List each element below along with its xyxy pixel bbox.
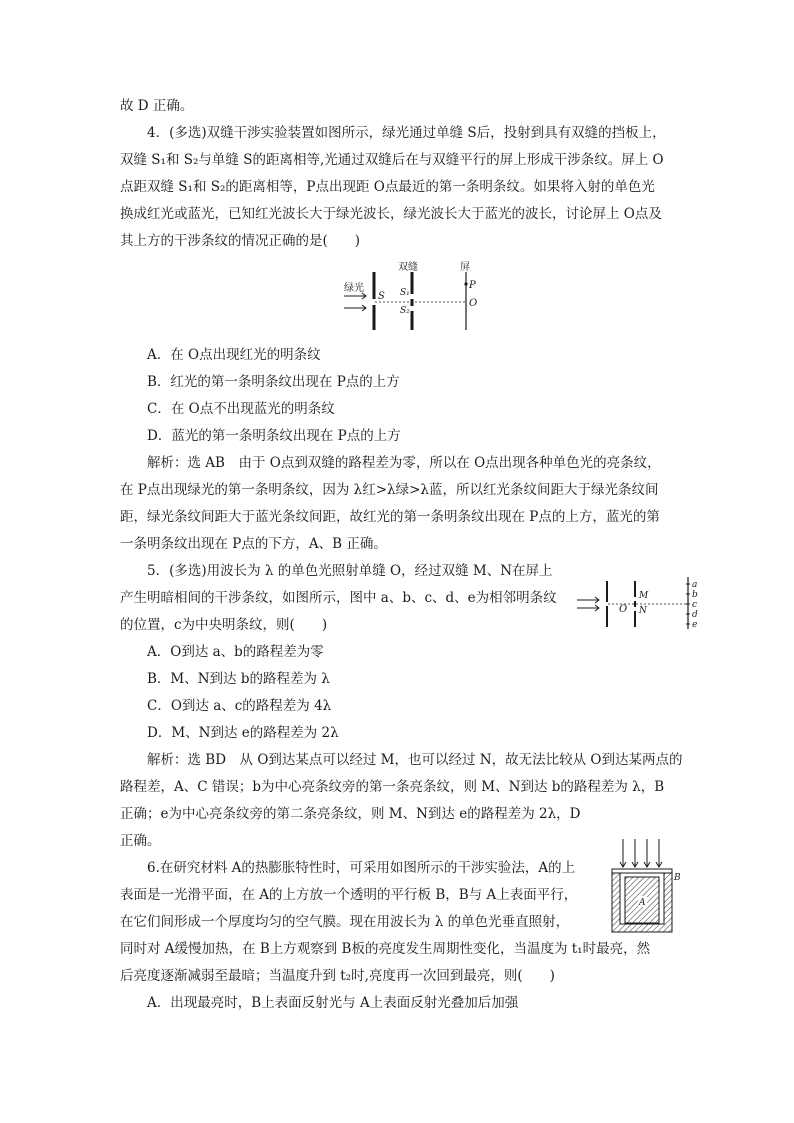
question-6-line: 同时对 A缓慢加热，在 B上方观察到 B板的亮度发生周期性变化，当温度为 t₁时最亮，然 (120, 941, 651, 957)
option-d: D．蓝光的第一条明条纹出现在 P点的上方 (147, 428, 401, 444)
question-6-line: 在它们间形成一个厚度均匀的空气膜。现在用波长为 λ 的单色光垂直照射， (120, 914, 570, 930)
option-d: D．M、N到达 e的路程差为 2λ (147, 725, 339, 741)
answer-5-line: 正确。 (120, 833, 161, 849)
question-5-line: 产生明暗相间的干涉条纹，如图所示，图中 a、b、c、d、e为相邻明条纹 (120, 590, 557, 606)
question-4-line: 双缝 S₁和 S₂与单缝 S的距离相等,光通过双缝后在与双缝平行的屏上形成干涉条纹。屏上 O (120, 152, 664, 168)
slit-s-label: S (378, 291, 385, 302)
slit-s1-label: S₁ (400, 288, 410, 298)
question-5-line: 5．(多选)用波长为 λ 的单色光照射单缝 O，经过双缝 M、N在屏上 (147, 563, 553, 579)
double-slit-label: 双缝 (398, 262, 418, 273)
answer-5-line: 解析：选 BD 从 O到达某点可以经过 M，也可以经过 N，故无法比较从 O到达某两点的 (147, 752, 683, 768)
question-4-line: 其上方的干涉条纹的情况正确的是( ) (120, 233, 361, 249)
question-4-line: 4．(多选)双缝干涉实验装置如图所示，绿光通过单缝 S后，投射到具有双缝的挡板上， (147, 125, 666, 141)
material-a-label: A (639, 898, 646, 908)
question-6-line: 后亮度逐渐减弱至最暗；当温度升到 t₂时,亮度再一次回到最亮，则( ) (120, 968, 555, 984)
fringe-d-label: d (692, 610, 698, 620)
option-a: A．出现最亮时，B上表面反射光与 A上表面反射光叠加后加强 (147, 995, 519, 1011)
answer-4-line: 距，绿光条纹间距大于蓝光条纹间距，故红光的第一条明条纹出现在 P点的上方，蓝光的第 (120, 509, 660, 525)
fringe-figure (577, 575, 702, 631)
question-6-line: 表面是一光滑平面，在 A的上方放一个透明的平行板 B，B与 A上表面平行， (120, 887, 578, 903)
green-light-label: 绿光 (344, 283, 364, 294)
screen-label: 屏 (460, 262, 470, 273)
answer-4-line: 一条明条纹出现在 P点的下方，A、B 正确。 (120, 536, 387, 552)
option-c: C．O到达 a、c的路程差为 4λ (147, 698, 332, 714)
slit-m-label: M (639, 591, 649, 601)
point-o-label: O (469, 298, 478, 309)
point-p-label: P (469, 280, 476, 291)
fringe-e-label: e (692, 620, 698, 630)
fringe-c-label: c (692, 600, 698, 610)
double-slit-figure (342, 258, 487, 336)
thermal-expansion-figure (606, 836, 686, 936)
option-b: B．红光的第一条明条纹出现在 P点的上方 (147, 374, 400, 390)
option-a: A．在 O点出现红光的明条纹 (147, 347, 321, 363)
plate-b-label: B (674, 873, 681, 883)
option-c: C．在 O点不出现蓝光的明条纹 (147, 401, 335, 417)
slit-n-label: N (639, 606, 647, 616)
question-4-line: 换成红光或蓝光，已知红光波长大于绿光波长，绿光波长大于蓝光的波长，讨论屏上 O点及 (120, 206, 662, 222)
fringe-a-label: a (692, 580, 698, 590)
question-4-line: 点距双缝 S₁和 S₂的距离相等，P点出现距 O点最近的第一条明条纹。如果将入射的单色光 (120, 179, 655, 195)
answer-4-line: 解析：选 AB 由于 O点到双缝的路程差为零，所以在 O点出现各种单色光的亮条纹， (147, 455, 661, 471)
slit-o-label: O (619, 604, 628, 615)
question-6-line: 6.在研究材料 A的热膨胀特性时，可采用如图所示的干涉实验法，A的上 (147, 860, 576, 876)
option-b: B．M、N到达 b的路程差为 λ (147, 671, 330, 687)
text-line: 故 D 正确。 (120, 98, 194, 114)
answer-4-line: 在 P点出现绿光的第一条明条纹，因为 λ红>λ绿>λ蓝，所以红光条纹间距大于绿光条纹间 (120, 482, 659, 498)
option-a: A．O到达 a、b的路程差为零 (147, 644, 324, 660)
fringe-b-label: b (692, 590, 698, 600)
answer-5-line: 正确；e为中心亮条纹旁的第二条亮条纹，则 M、N到达 e的路程差为 2λ，D (120, 806, 581, 822)
answer-5-line: 路程差，A、C 错误；b为中心亮条纹旁的第一条亮条纹，则 M、N到达 b的路程差为 λ，B (120, 779, 665, 795)
slit-s2-label: S₂ (400, 306, 410, 316)
question-5-line: 的位置，c为中央明条纹，则( ) (120, 617, 328, 633)
